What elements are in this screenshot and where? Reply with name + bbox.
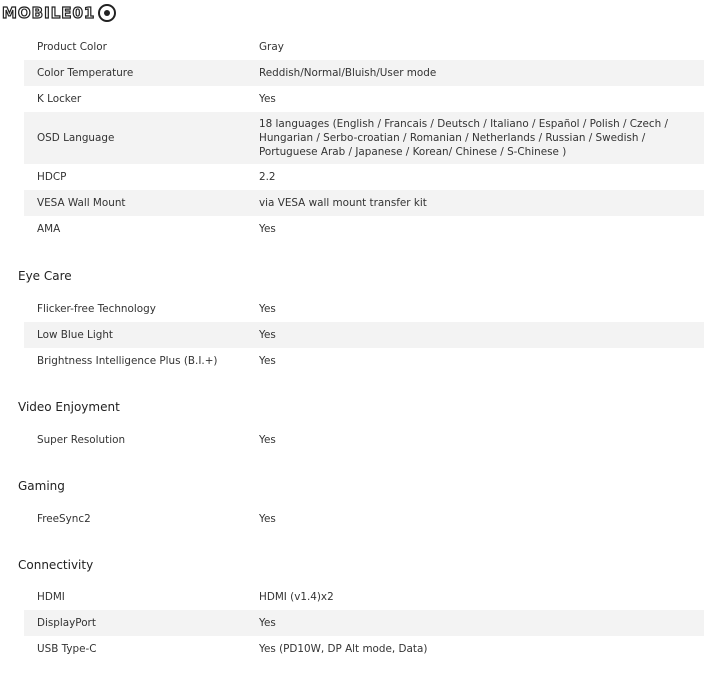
spec-row-hdcp	[24, 164, 704, 190]
section-title-gaming: Gaming	[18, 479, 65, 493]
spec-row-k-locker	[24, 86, 704, 112]
mobile01-watermark-logo	[2, 2, 117, 24]
spec-row-freesync2	[24, 506, 704, 532]
spec-value: Yes	[259, 434, 276, 446]
section-title-connectivity: Connectivity	[18, 558, 94, 572]
spec-row-usb-type-c	[24, 636, 704, 662]
spec-value: Reddish/Normal/Bluish/User mode	[259, 67, 437, 79]
spec-value: Gray	[259, 41, 284, 53]
spec-row-low-blue-light	[24, 322, 704, 348]
eye-logo-icon	[97, 3, 117, 23]
spec-label: HDMI	[37, 591, 65, 603]
spec-label: OSD Language	[37, 132, 115, 144]
spec-row-flicker-free	[24, 296, 704, 322]
spec-label: AMA	[37, 223, 61, 235]
spec-label: Flicker-free Technology	[37, 303, 156, 315]
spec-table-eye-care	[24, 296, 704, 374]
spec-value: Yes	[259, 617, 276, 629]
spec-value: Yes	[259, 303, 276, 315]
spec-label: VESA Wall Mount	[37, 197, 126, 209]
spec-value: via VESA wall mount transfer kit	[259, 197, 427, 209]
spec-table-video-enjoyment	[24, 427, 704, 453]
spec-value: Yes	[259, 329, 276, 341]
section-title-video-enjoyment: Video Enjoyment	[18, 400, 120, 414]
spec-value: HDMI (v1.4)x2	[259, 591, 334, 603]
spec-label: DisplayPort	[37, 617, 96, 629]
spec-value: 2.2	[259, 171, 276, 183]
spec-label: Brightness Intelligence Plus (B.I.+)	[37, 355, 218, 367]
spec-label: Super Resolution	[37, 434, 126, 446]
spec-label: HDCP	[37, 171, 67, 183]
spec-label: USB Type-C	[37, 643, 97, 655]
spec-value: Yes	[259, 223, 276, 235]
spec-label: Low Blue Light	[37, 329, 113, 341]
spec-label: Color Temperature	[37, 67, 134, 79]
spec-row-displayport	[24, 610, 704, 636]
spec-value: Yes	[259, 513, 276, 525]
spec-row-product-color	[24, 34, 704, 60]
spec-table-gaming	[24, 506, 704, 532]
spec-label: K Locker	[37, 93, 82, 105]
spec-value: Yes (PD10W, DP Alt mode, Data)	[259, 643, 428, 655]
spec-row-super-resolution	[24, 427, 704, 453]
spec-row-ama	[24, 216, 704, 242]
spec-row-color-temperature	[24, 60, 704, 86]
spec-label: FreeSync2	[37, 513, 91, 525]
spec-value: Yes	[259, 355, 276, 367]
spec-row-brightness-intelligence	[24, 348, 704, 374]
spec-row-hdmi	[24, 584, 704, 610]
spec-row-osd-language	[24, 112, 704, 164]
spec-table-display	[24, 34, 704, 242]
section-title-eye-care: Eye Care	[18, 269, 72, 283]
spec-value: 18 languages (English / Francais / Deutsch / Italiano / Español / Polish / Czech / Hungarian / Serbo-croatian / Romanian / Netherlands / Russian / Swedish / Portuguese Arab / Japanese / Korean/ Chinese / S-Chinese )	[259, 118, 669, 158]
watermark-text: MOBILE01	[2, 4, 96, 22]
spec-value: Yes	[259, 93, 276, 105]
spec-table-connectivity	[24, 584, 704, 662]
spec-label: Product Color	[37, 41, 107, 53]
spec-row-vesa-wall-mount	[24, 190, 704, 216]
